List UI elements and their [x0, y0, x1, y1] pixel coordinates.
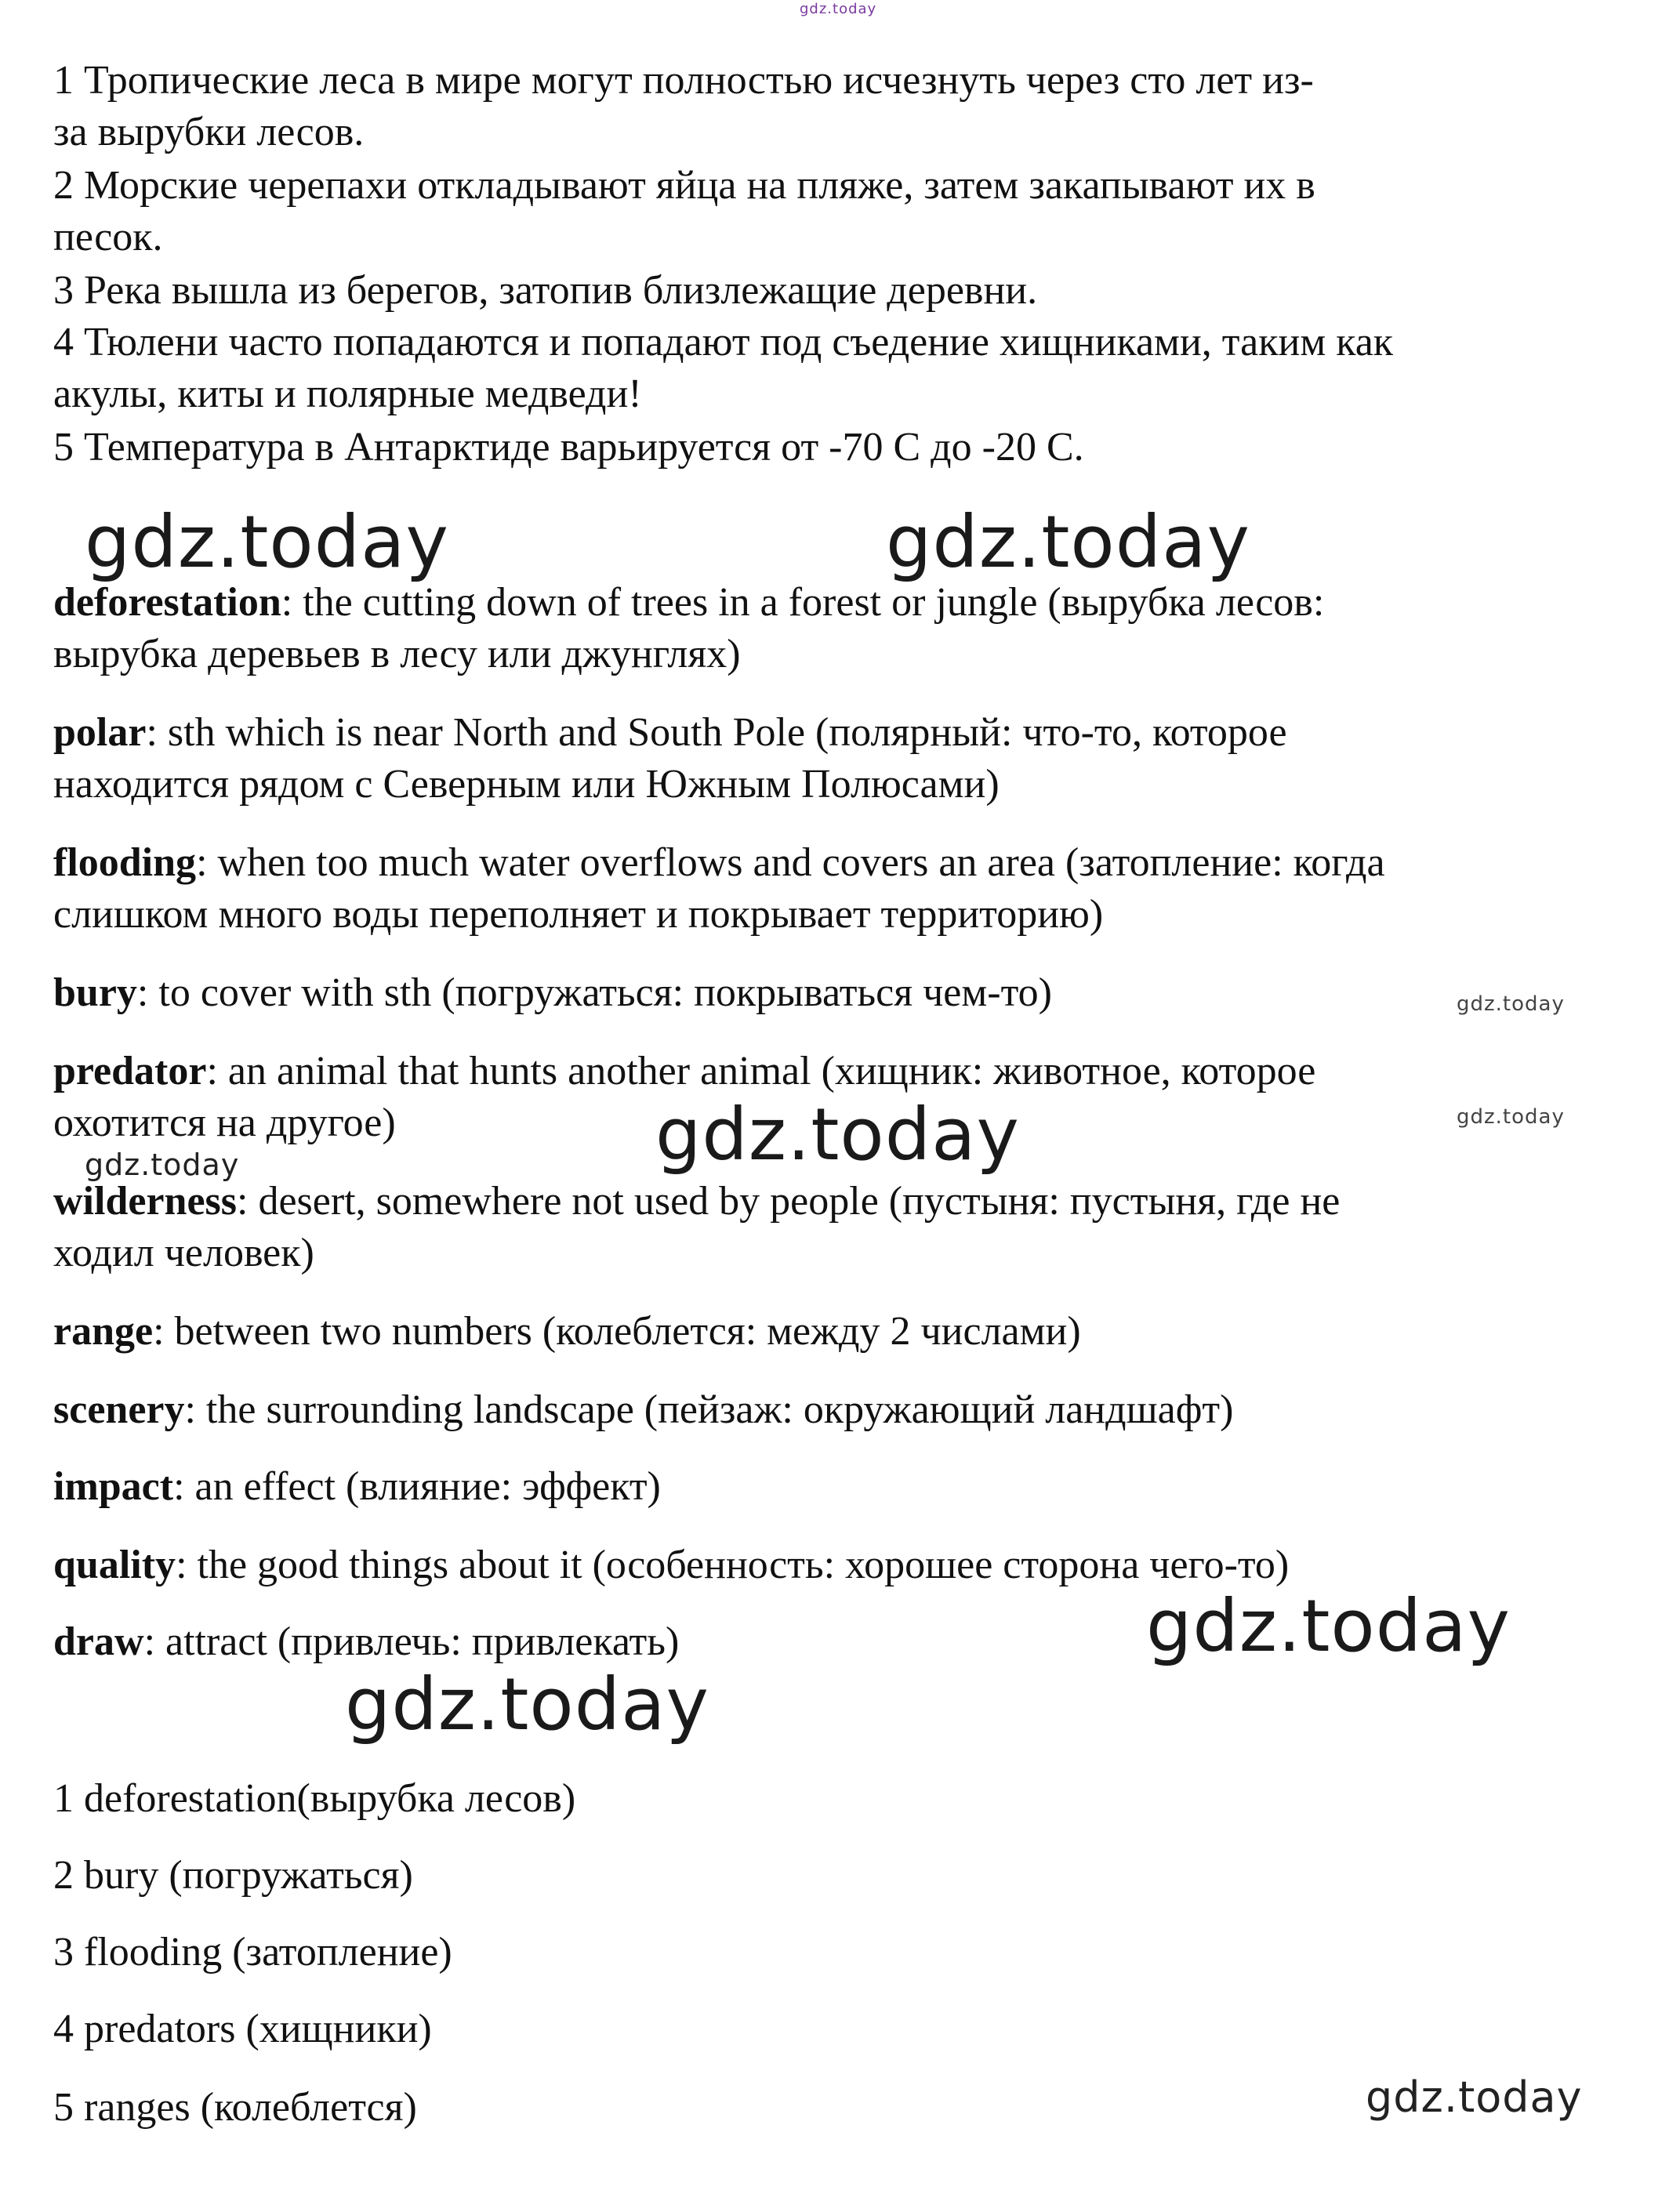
glossary-term: scenery: [53, 1387, 185, 1432]
watermark-top: gdz.today: [800, 1, 877, 17]
translation-line: 5 Температура в Антарктиде варьируется от -70 C до -20 C.: [53, 425, 1084, 470]
watermark-mid: gdz.today: [85, 1148, 240, 1182]
glossary-definition: : an effect (влияние: эффект): [173, 1464, 661, 1509]
glossary-term: draw: [53, 1619, 144, 1664]
glossary-entry: [53, 1461, 661, 1513]
glossary-term: impact: [53, 1464, 174, 1509]
glossary-definition: : sth which is near North and South Pole (полярный: что-то, которое: [146, 710, 1287, 755]
glossary-definition: : attract (привлечь: привлекать): [143, 1619, 680, 1664]
glossary-entry: [53, 837, 1385, 889]
translation-line: 2 Морские черепахи откладывают яйца на пляже, затем закапывают их в: [53, 163, 1315, 208]
glossary-entry: [53, 1539, 1289, 1591]
watermark-big: gdz.today: [85, 500, 449, 584]
glossary-entry-cont: вырубка деревьев в лесу или джунглях): [53, 632, 741, 676]
answer-line: 1 deforestation(вырубка лесов): [53, 1776, 576, 1821]
glossary-definition: : the surrounding landscape (пейзаж: окружающий ландшафт): [184, 1387, 1234, 1432]
glossary-entry: [53, 707, 1287, 759]
glossary-definition: : when too much water overflows and covers an area (затопление: когда: [196, 840, 1385, 885]
answer-line: 4 predators (хищники): [53, 2007, 432, 2051]
glossary-term: range: [53, 1309, 154, 1354]
translation-line: 3 Река вышла из берегов, затопив близлежащие деревни.: [53, 268, 1038, 313]
glossary-entry-cont: охотится на другое): [53, 1101, 396, 1145]
watermark-big: gdz.today: [1146, 1584, 1511, 1668]
glossary-term: bury: [53, 970, 137, 1015]
glossary-entry: [53, 1046, 1315, 1097]
glossary-definition: : to cover with sth (погружаться: покрываться чем-то): [136, 970, 1052, 1015]
glossary-entry: [53, 577, 1324, 629]
glossary-entry: [53, 967, 1052, 1019]
glossary-term: predator: [53, 1049, 207, 1093]
glossary-definition: : the good things about it (особенность: хорошее сторона чего-то): [176, 1543, 1290, 1587]
glossary-entry-cont: находится рядом с Северным или Южным Полюсами): [53, 762, 1000, 807]
watermark-small: gdz.today: [1457, 992, 1565, 1016]
watermark-big: gdz.today: [345, 1663, 709, 1746]
glossary-term: deforestation: [53, 580, 281, 625]
answer-line: 2 bury (погружаться): [53, 1853, 413, 1898]
glossary-term: wilderness: [53, 1179, 237, 1224]
glossary-term: polar: [53, 710, 147, 755]
watermark-small: gdz.today: [1457, 1105, 1565, 1129]
glossary-entry: [53, 1616, 679, 1668]
glossary-definition: : desert, somewhere not used by people (пустыня: пустыня, где не: [237, 1179, 1341, 1224]
translation-line: 4 Тюлени часто попадаются и попадают под съедение хищниками, таким как: [53, 320, 1394, 364]
watermark-big: gdz.today: [655, 1093, 1020, 1177]
glossary-definition: : the cutting down of trees in a forest or jungle (вырубка лесов:: [281, 580, 1325, 625]
glossary-entry: [53, 1306, 1081, 1358]
watermark-bottom: gdz.today: [1366, 2072, 1583, 2122]
glossary-entry: [53, 1176, 1340, 1227]
glossary-term: flooding: [53, 840, 197, 885]
watermark-big: gdz.today: [886, 500, 1250, 584]
glossary-definition: : between two numbers (колеблется: между 2 числами): [153, 1309, 1081, 1354]
glossary-entry: [53, 1384, 1233, 1436]
glossary-term: quality: [53, 1543, 176, 1587]
glossary-definition: : an animal that hunts another animal (хищник: животное, которое: [206, 1049, 1316, 1093]
glossary-entry-cont: слишком много воды переполняет и покрывает территорию): [53, 892, 1104, 937]
answer-line: 5 ranges (колеблется): [53, 2085, 417, 2130]
answer-line: 3 flooding (затопление): [53, 1930, 452, 1974]
glossary-entry-cont: ходил человек): [53, 1231, 314, 1275]
translation-line: песок.: [53, 215, 163, 259]
translation-line: акулы, киты и полярные медведи!: [53, 372, 642, 416]
translation-line: за вырубки лесов.: [53, 110, 365, 154]
translation-line: 1 Тропические леса в мире могут полностью исчезнуть через сто лет из-: [53, 58, 1314, 103]
